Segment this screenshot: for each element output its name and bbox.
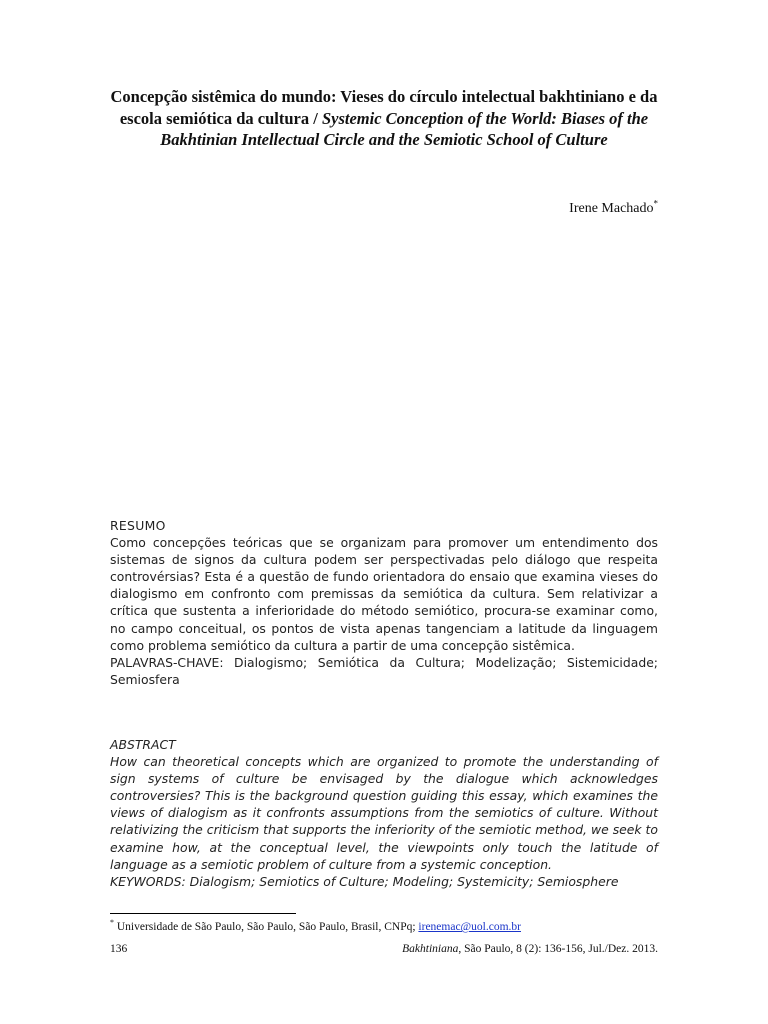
resumo-heading: RESUMO [110,518,166,533]
abstract-keywords: KEYWORDS: Dialogism; Semiotics of Culture; Modeling; Systemicity; Semiosphere [110,873,619,889]
abstract-body: How can theoretical concepts which are organized to promote the understanding of sign systems of culture be envisaged by the dialogue which acknowledges controversies? This is the background question guiding this essay, which examines the views of dialogism as it confronts assumptions from the semiotics of culture. Without relativizing the criticism that supports the inferiority of the semiotic method, we seek to examine how, at the conceptual level, the viewpoints only touch the latitude of language as a semiotic problem of culture from a systemic conception. [110,754,658,872]
footnote-email-link[interactable]: irenemac@uol.com.br [418,921,521,933]
abstract-section [110,736,658,890]
abstract-heading: ABSTRACT [110,737,176,752]
resumo-section [110,517,658,688]
resumo-body: Como concepções teóricas que se organizam para promover um entendimento dos sistemas de signos da cultura podem ser perspectivadas pelo diálogo que respeita controvérsias? Esta é a questão de fundo orientadora do ensaio que examina vieses do dialogismo em confronto com premissas da semiótica da cultura. Sem relativizar a crítica que sustenta a inferioridade do método semiótico, procura-se examinar como, no campo conceitual, os pontos de vista apenas tangenciam a latitude da linguagem como problema semiótico da cultura a partir de uma concepção sistêmica. [110,535,658,653]
page-number: 136 [110,943,128,955]
author-name: Irene Machado [569,201,654,216]
article-title [110,86,658,151]
title-portuguese: Concepção sistêmica do mundo: Vieses do círculo intelectual bakhtiniano e da escola semiótica da cultura / [110,87,658,128]
footnote [110,920,658,935]
footnote-divider [110,913,296,914]
author-footnote-mark: * [653,198,658,209]
citation-details: , São Paulo, 8 (2): 136-156, Jul./Dez. 2013. [458,943,658,955]
resumo-keywords: PALAVRAS-CHAVE: Dialogismo; Semiótica da Cultura; Modelização; Sistemicidade; Semiosfera [110,654,658,687]
title-english: Systemic Conception of the World: Biases of the Bakhtinian Intellectual Circle and the Semiotic School of Culture [160,108,649,149]
author-line [569,200,658,218]
journal-name: Bakhtiniana [402,943,459,955]
footnote-affiliation: Universidade de São Paulo, São Paulo, São Paulo, Brasil, CNPq; [114,921,419,933]
journal-citation [402,942,658,957]
footnote-mark: * [110,918,114,928]
